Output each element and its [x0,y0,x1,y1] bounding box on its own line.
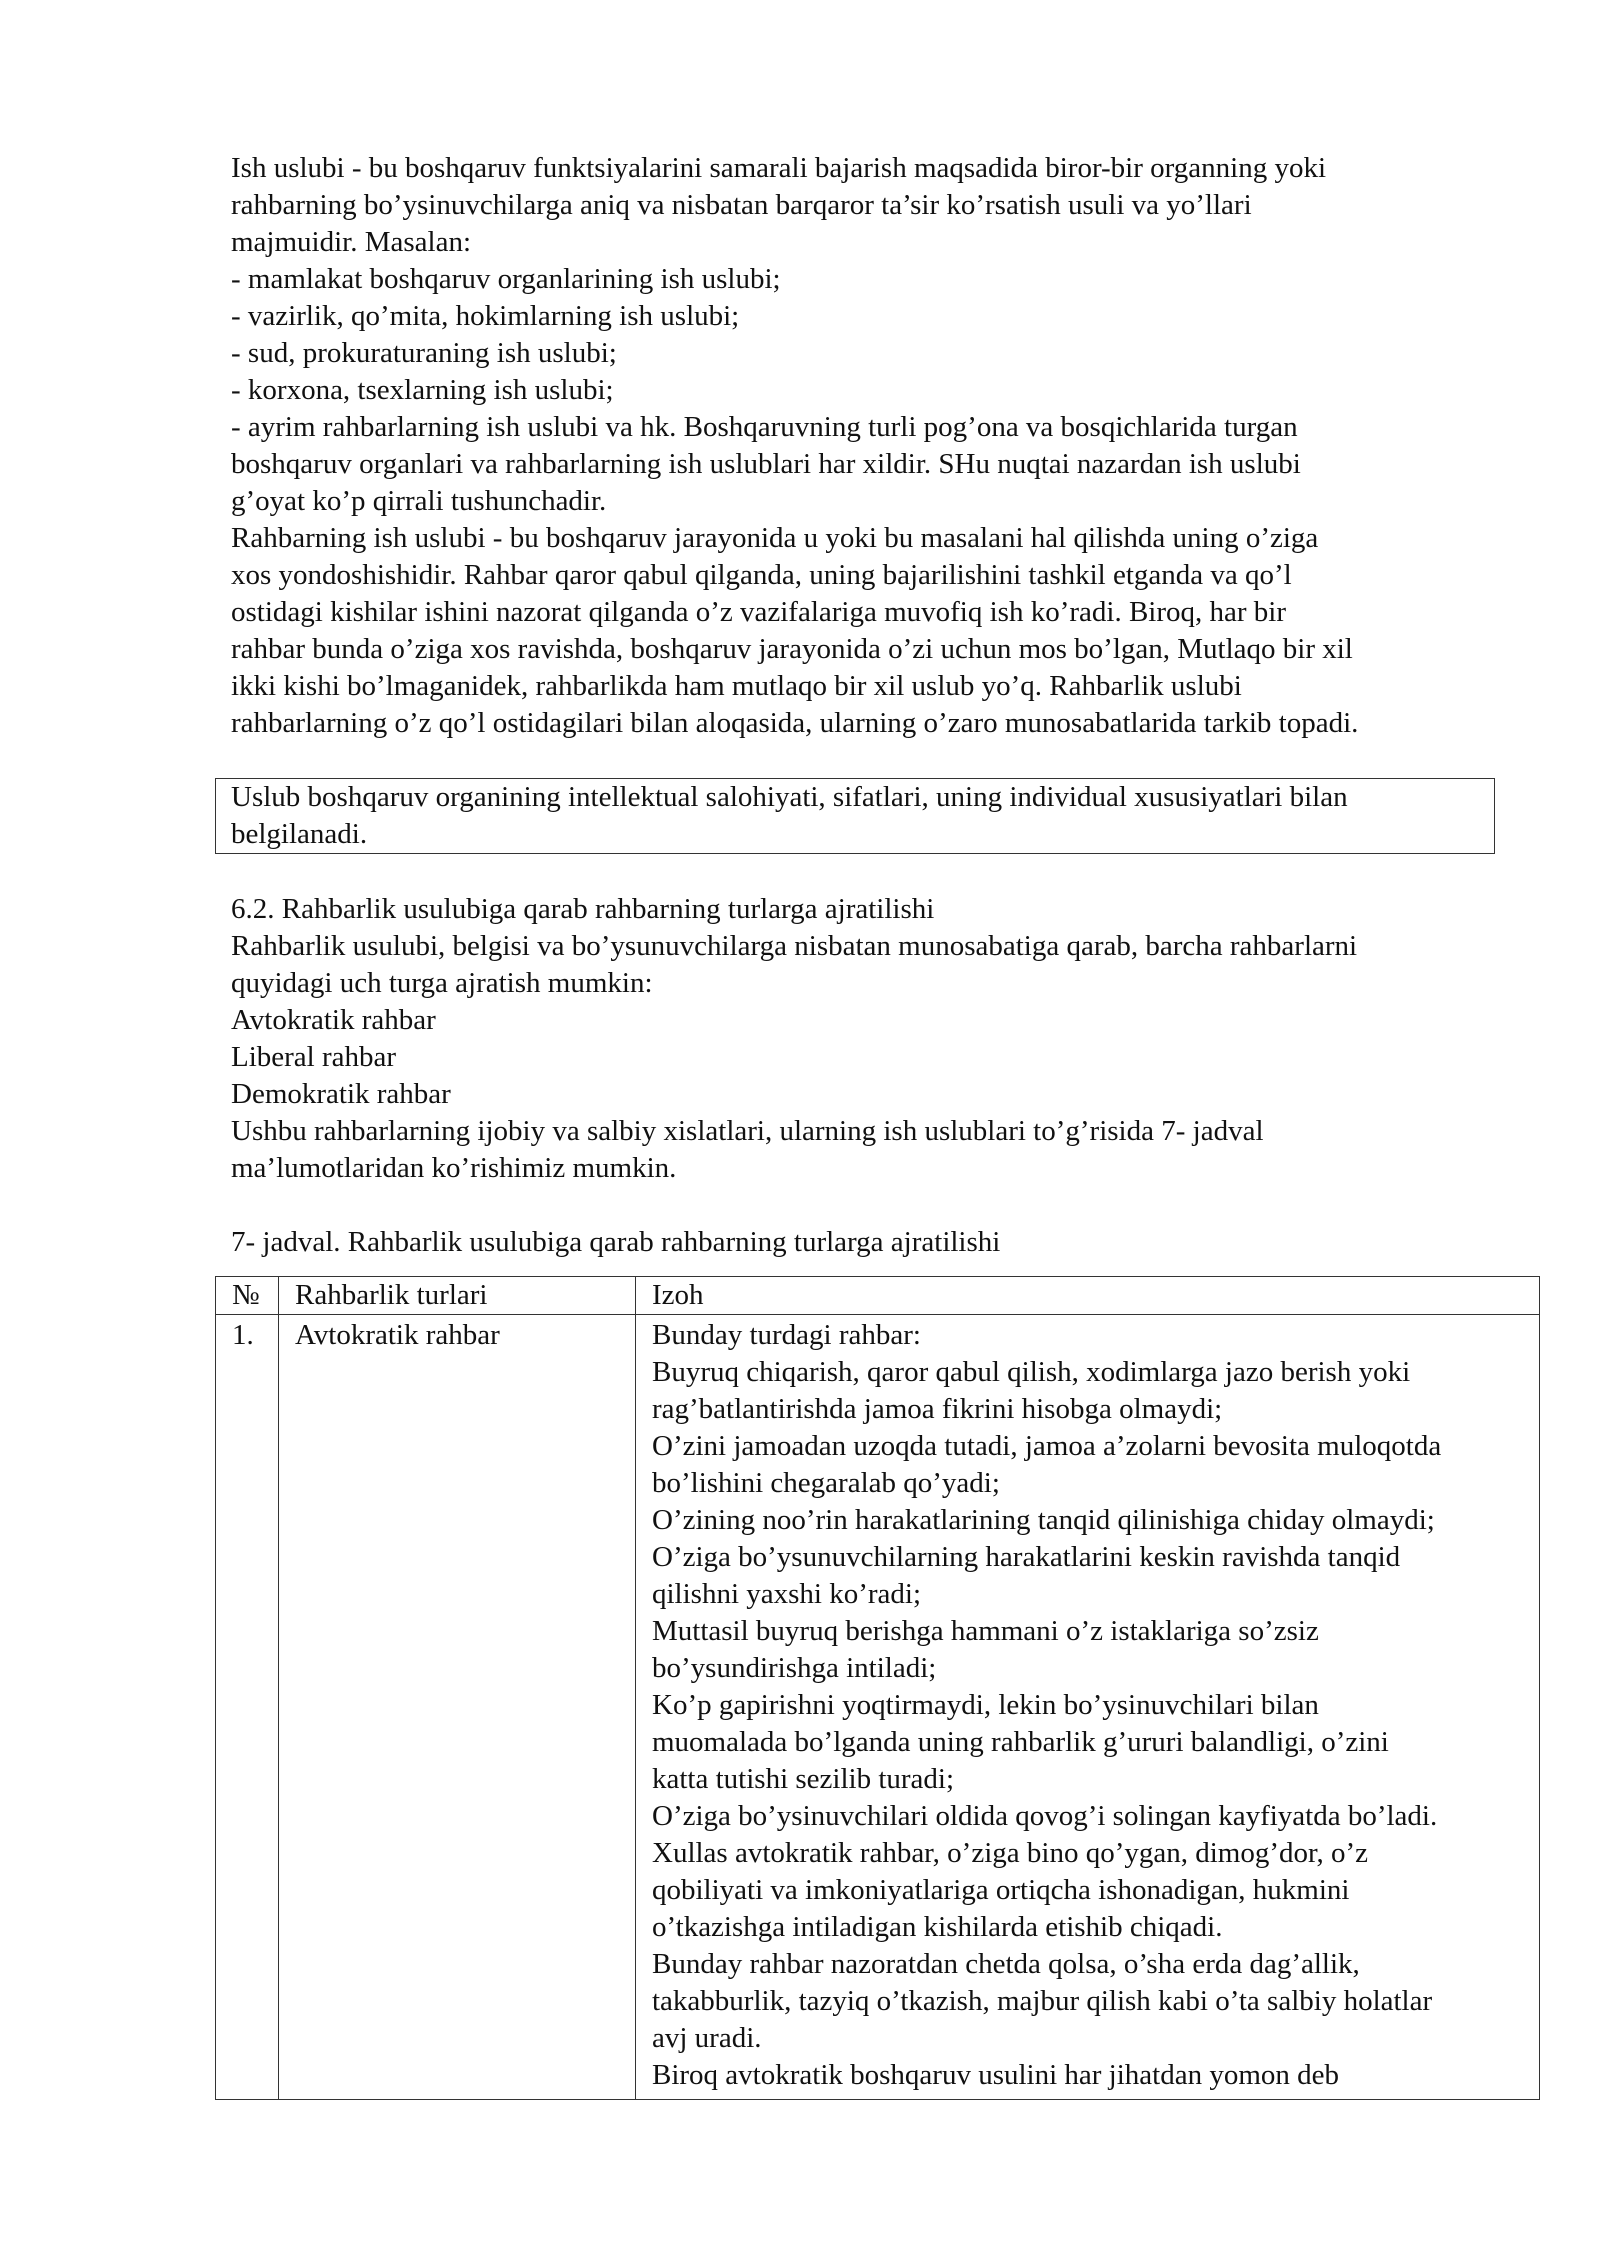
row-number: 1. [216,1315,279,2100]
section-outro: Ushbu rahbarlarning ijobiy va salbiy xislatlari, ularning ish uslublari to’g’risida 7- jadval ma’lumotlaridan ko’rishimiz mumkin. [231,1115,1264,1184]
header-number: № [216,1277,279,1315]
leader-type-item: Avtokratik rahbar [231,1004,436,1036]
document-body [231,150,1571,1261]
leader-type-item: Demokratik rahbar [231,1078,451,1110]
list-item: - vazirlik, qo’mita, hokimlarning ish uslubi; [231,300,740,332]
list-item: - korxona, tsexlarning ish uslubi; [231,374,614,406]
style-definition-paragraph: Rahbarning ish uslubi - bu boshqaruv jarayonida u yoki bu masalani hal qilishda uning o’ziga xos yondoshishidir. Rahbar qaror qabul qilganda, uning bajarilishini tashkil etganda va qo’l ostidagi kishilar ishini nazorat qilganda o’z vazifalariga muvofiq ish ko’radi. Biroq, har bir rahbar bunda o’ziga xos ravishda, boshqaruv jarayonida o’zi uchun mos bo’lgan, Mutlaqo bir xil ikki kishi bo’lmaganidek, rahbarlikda ham mutlaqo bir xil uslub yo’q. Rahbarlik uslubi rahbarlarning o’z qo’l ostidagilari bilan aloqasida, ularning o’zaro munosabatlarida tarkib topadi. [231,522,1359,739]
leader-type-item: Liberal rahbar [231,1041,397,1073]
highlight-box [215,778,1495,854]
table-row [216,1315,1540,2100]
table-header-row [216,1277,1540,1315]
header-leadership-type: Rahbarlik turlari [279,1277,636,1315]
list-item: - sud, prokuraturaning ish uslubi; [231,337,617,369]
list-item: - mamlakat boshqaruv organlarining ish uslubi; [231,263,781,295]
row-description: Bunday turdagi rahbar: Buyruq chiqarish, qaror qabul qilish, xodimlarga jazo berish yoki rag’batlantirishda jamoa fikrini hisobga olmaydi; O’zini jamoadan uzoqda tutadi, jamoa a’zolarni bevosita muloqotda bo’lishini chegaralab qo’yadi; O’zining noo’rin harakatlarining tanqid qilinishiga chiday olmaydi; O’ziga bo’ysunuvchilarning harakatlarini keskin ravishda tanqid qilishni yaxshi ko’radi; Muttasil buyruq berishga hammani o’z istaklariga so’zsiz bo’ysundirishga intiladi; Ko’p gapirishni yoqtirmaydi, lekin bo’ysinuvchilari bilan muomalada bo’lganda uning rahbarlik g’ururi balandligi, o’zini katta tutishi sezilib turadi; O’ziga bo’ysinuvchilari oldida qovog’i solingan kayfiyatda bo’ladi. Xullas avtokratik rahbar, o’ziga bino qo’ygan, dimog’dor, o’z qobiliyati va imkoniyatlariga ortiqcha ishonadigan, hukmini o’tkazishga intiladigan kishilarda etishib chiqadi. Bunday rahbar nazoratdan chetda qolsa, o’sha erda dag’allik, takabburlik, tazyiq o’tkazish, majbur qilish kabi o’ta salbiy holatlar avj uradi. Biroq avtokratik boshqaruv usulini har jihatdan yomon deb [636,1315,1540,2100]
section-intro: Rahbarlik usulubi, belgisi va bo’ysunuvchilarga nisbatan munosabatiga qarab, barcha rahbarlarni quyidagi uch turga ajratish mumkin: [231,930,1358,999]
header-description: Izoh [636,1277,1540,1315]
row-leadership-type: Avtokratik rahbar [279,1315,636,2100]
leadership-types-table [215,1276,1540,2100]
highlight-box-text: Uslub boshqaruv organining intellektual salohiyati, sifatlari, uning individual xususiyatlari bilan belgilanadi. [231,781,1348,850]
intro-paragraph: Ish uslubi - bu boshqaruv funktsiyalarini samarali bajarish maqsadida biror-bir organning yoki rahbarning bo’ysinuvchilarga aniq va nisbatan barqaror ta’sir ko’rsatish usuli va yo’llari majmuidir. Masalan: [231,152,1327,258]
table-caption: 7- jadval. Rahbarlik usulubiga qarab rahbarning turlarga ajratilishi [231,1226,1001,1258]
list-item: - ayrim rahbarlarning ish uslubi va hk. Boshqaruvning turli pog’ona va bosqichlarida turgan boshqaruv organlari va rahbarlarning ish uslublari har xildir. SHu nuqtai nazardan ish uslubi g’oyat ko’p qirrali tushunchadir. [231,411,1301,517]
section-heading: 6.2. Rahbarlik usulubiga qarab rahbarning turlarga ajratilishi [231,893,935,925]
